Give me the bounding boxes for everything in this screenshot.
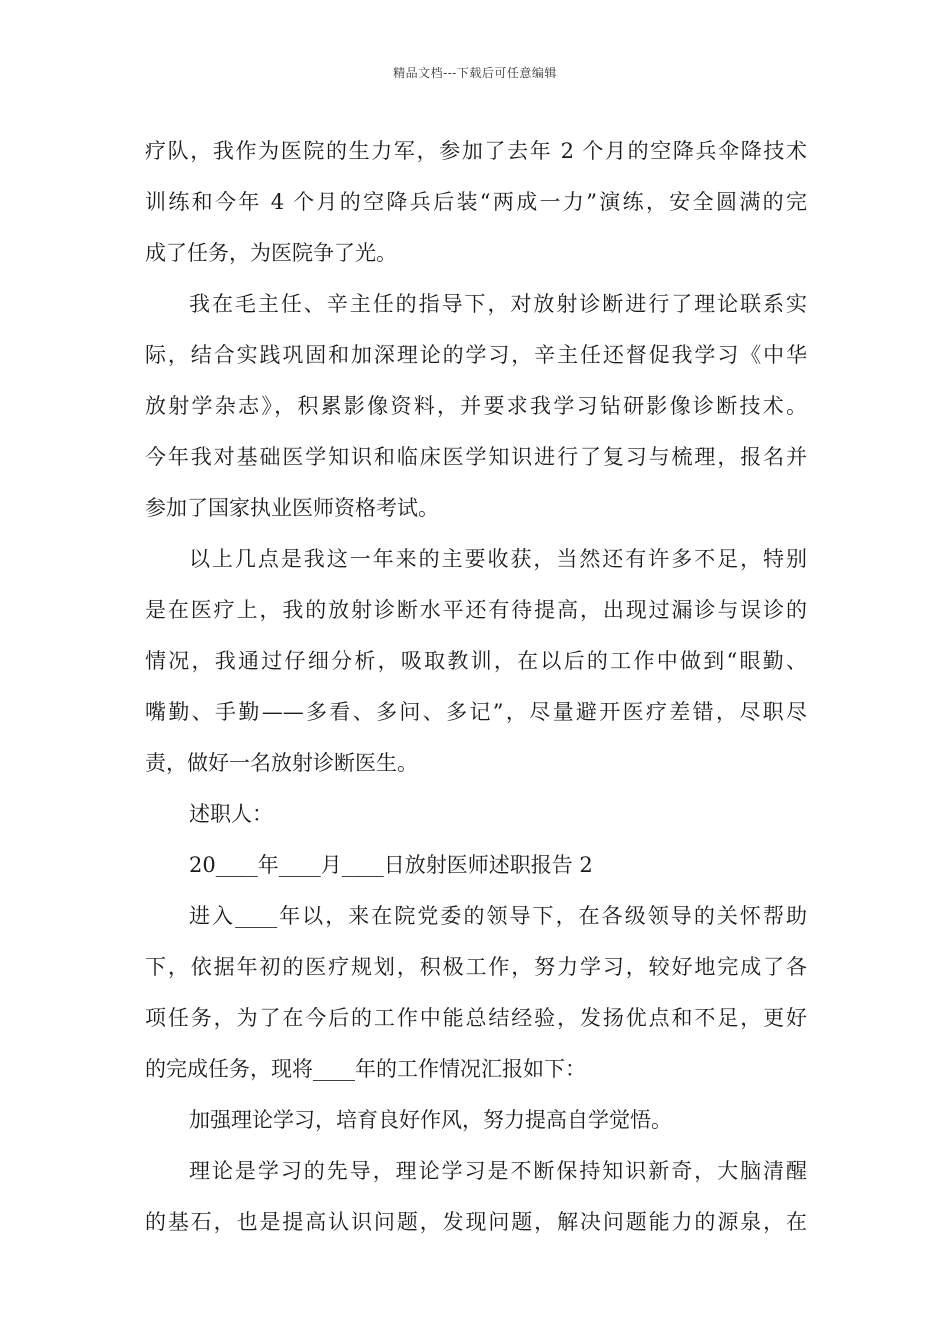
text-line: 以上几点是我这一年来的主要收获，当然还有许多不足，特别 <box>189 547 807 571</box>
text-line: 成了任务，为医院争了光。 <box>145 241 397 265</box>
text-line: 责，做好一名放射诊断医生。 <box>145 751 418 775</box>
text-line: 疗队，我作为医院的生力军，参加了去年 2 个月的空降兵伞降技术 <box>145 139 807 163</box>
text-line: 嘴勤、手勤——多看、多问、多记”，尽量避开医疗差错，尽职尽 <box>145 700 807 724</box>
text-line: 的基石，也是提高认识问题，发现问题，解决问题能力的源泉，在 <box>145 1210 807 1234</box>
text-line: 下，依据年初的医疗规划，积极工作，努力学习，较好地完成了各 <box>145 955 807 979</box>
text-line: 今年我对基础医学知识和临床医学知识进行了复习与梳理，报名并 <box>145 445 807 469</box>
text-line: 放射学杂志》，积累影像资料，并要求我学习钻研影像诊断技术。 <box>145 394 807 418</box>
text-line: 参加了国家执业医师资格考试。 <box>145 496 439 520</box>
text-line: 训练和今年 4 个月的空降兵后装“两成一力”演练，安全圆满的完 <box>145 190 807 214</box>
text-line: 20____年____月____日放射医师述职报告 2 <box>189 853 593 877</box>
page-header: 精品文档---下载后可任意编辑 <box>393 66 557 80</box>
text-line: 述职人： <box>189 802 273 826</box>
text-line: 的完成任务，现将____年的工作情况汇报如下： <box>145 1057 586 1081</box>
text-line: 进入____年以，来在院党委的领导下，在各级领导的关怀帮助 <box>189 904 807 928</box>
text-line: 项任务，为了在今后的工作中能总结经验，发扬优点和不足，更好 <box>145 1006 807 1030</box>
text-line: 际，结合实践巩固和加深理论的学习，辛主任还督促我学习《中华 <box>145 343 807 367</box>
text-line: 加强理论学习，培育良好作风，努力提高自学觉悟。 <box>189 1108 672 1132</box>
text-line: 理论是学习的先导，理论学习是不断保持知识新奇，大脑清醒 <box>189 1159 807 1183</box>
text-line: 是在医疗上，我的放射诊断水平还有待提高，出现过漏诊与误诊的 <box>145 598 807 622</box>
text-line: 我在毛主任、辛主任的指导下，对放射诊断进行了理论联系实 <box>189 292 807 316</box>
document-body <box>145 126 807 1248</box>
text-line: 情况，我通过仔细分析，吸取教训，在以后的工作中做到“眼勤、 <box>145 649 807 673</box>
